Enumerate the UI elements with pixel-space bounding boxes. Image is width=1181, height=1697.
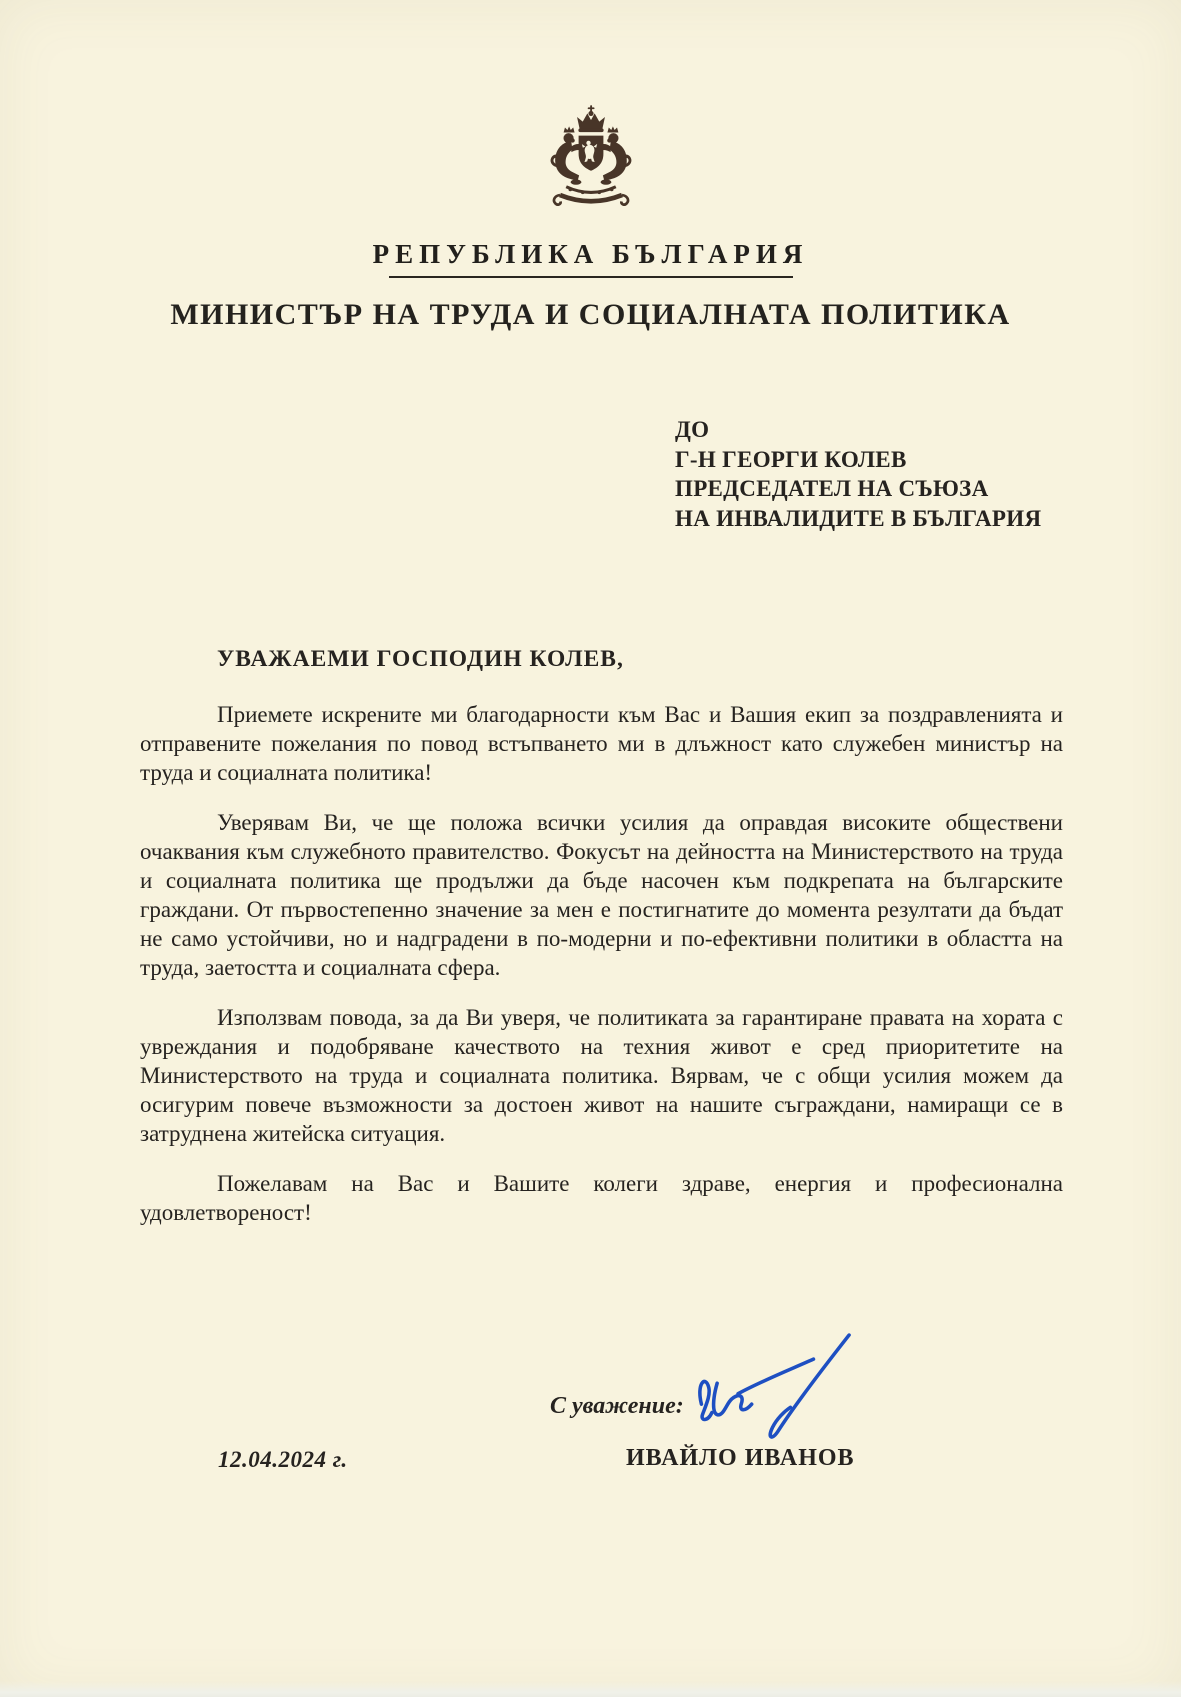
recipient-line: НА ИНВАЛИДИТЕ В БЪЛГАРИЯ <box>675 505 1042 531</box>
body-paragraph: Приемете искрените ми благодарности към Вас и Вашия екип за поздравленията и отправените пожелания по повод встъпването ми в длъжност като служебен министър на труда и социалната политика! <box>140 702 1063 785</box>
body-paragraph: Пожелавам на Вас и Вашите колеги здраве, енергия и професионална удовлетвореност! <box>140 1171 1063 1225</box>
ministry-subtitle: МИНИСТЪР НА ТРУДА И СОЦИАЛНАТА ПОЛИТИКА <box>170 298 1011 331</box>
recipient-line: ПРЕДСЕДАТЕЛ НА СЪЮЗА <box>675 476 989 501</box>
handwritten-signature-icon <box>692 1328 870 1450</box>
body-paragraph: Уверявам Ви, че ще положа всички усилия да оправдая високите обществени очаквания към служебното правителство. Фокусът на дейността на Министерството на труда и социалната политика ще продължи да бъде насочен към подкрепата на българските граждани. От първостепенно значение за мен е постигнатите до момента резултати да бъдат не само устойчиви, но и надградени в по-модерни и по-ефективни политики в областта на труда, заетостта и социалната сфера. <box>140 810 1063 980</box>
page-title: РЕПУБЛИКА БЪЛГАРИЯ <box>372 239 809 269</box>
letterhead <box>0 0 1181 332</box>
body-paragraph: Използвам повода, за да Ви уверя, че политиката за гарантиране правата на хората с увреждания и подобряване качеството на техния живот е сред приоритетите на Министерството на труда и социалната политика. Вярвам, че с общи усилия можем да осигурим повече възможности за достоен живот на нашите съграждани, намиращи се в затруднена житейска ситуация. <box>140 1005 1063 1146</box>
title-divider <box>389 276 793 278</box>
recipient-line: Г-Н ГЕОРГИ КОЛЕВ <box>675 446 907 472</box>
bulgaria-coat-of-arms-icon <box>529 104 653 222</box>
salutation: УВАЖАЕМИ ГОСПОДИН КОЛЕВ, <box>217 646 624 672</box>
closing-phrase: С уважение: <box>550 1393 684 1419</box>
recipient-line: ДО <box>675 417 710 442</box>
signer-name: ИВАЙЛО ИВАНОВ <box>626 1445 855 1471</box>
recipient-block <box>675 415 1041 533</box>
letter-body <box>140 700 1063 1248</box>
letter-date: 12.04.2024 г. <box>218 1447 348 1472</box>
